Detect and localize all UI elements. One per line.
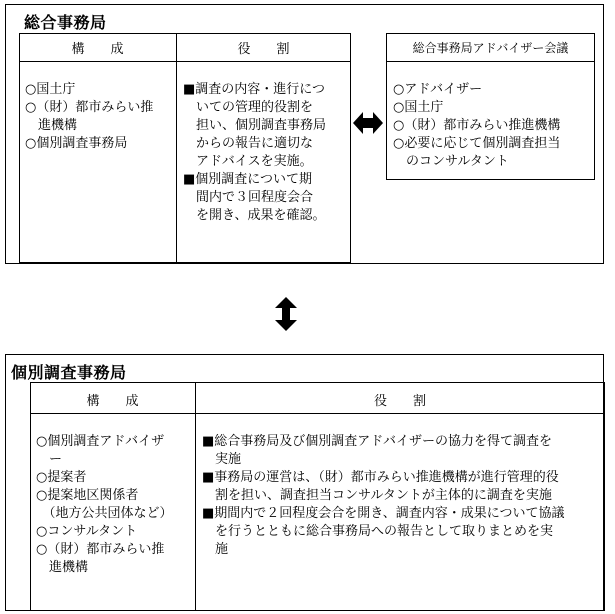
list-item: ■個別調査について期 — [183, 172, 313, 187]
list-item: ○（財）都市みらい推進機構 — [393, 118, 561, 133]
list-item: 実施 — [202, 452, 242, 467]
list-item: いての管理的役割を — [183, 100, 314, 115]
list-item: 施 — [202, 542, 229, 557]
top-role-header: 役 割 — [237, 42, 290, 57]
list-item: ○アドバイザー — [393, 82, 483, 97]
list-item: ■総合事務局及び個別調査アドバイザーの協力を得て調査を — [202, 434, 553, 449]
bottom-roles-list — [202, 433, 565, 559]
list-item: 進機構 — [36, 560, 89, 575]
list-item: ○（財）都市みらい推 — [36, 542, 165, 557]
list-item: ー — [36, 452, 63, 467]
list-item: 間内で３回程度会合 — [183, 190, 314, 205]
list-item: （地方公共団体など） — [36, 506, 173, 521]
list-item: のコンサルタント — [393, 154, 509, 169]
list-item: ○コンサルタント — [36, 524, 138, 539]
list-item: アドバイスを実施。 — [183, 154, 313, 169]
advisor-members-list — [393, 81, 560, 171]
top-members-list — [25, 81, 153, 153]
bottom-composition-header: 構 成 — [86, 394, 139, 409]
list-item: ■調査の内容・進行につ — [183, 82, 326, 97]
list-item: ○（財）都市みらい推 — [25, 100, 154, 115]
double-arrow-horizontal-icon — [353, 110, 383, 136]
list-item: を行うとともに総合事務局への報告として取りまとめを実 — [202, 524, 554, 539]
bottom-members-list — [36, 433, 173, 577]
double-arrow-vertical-icon — [275, 297, 297, 331]
bottom-office-title: 個別調査事務局 — [11, 363, 127, 382]
top-roles-list — [183, 81, 326, 225]
list-item: ○提案者 — [36, 470, 87, 485]
list-item: ■期間内で２回程度会合を開き、調査内容・成果について協議 — [202, 506, 565, 521]
list-item: 進機構 — [25, 118, 78, 133]
bottom-role-header: 役 割 — [373, 394, 426, 409]
list-item: ○必要に応じて個別調査担当 — [393, 136, 561, 151]
list-item: ○個別調査アドバイザ — [36, 434, 165, 449]
list-item: ○個別調査事務局 — [25, 136, 128, 151]
list-item: ○提案地区関係者 — [36, 488, 139, 503]
list-item: 担い、個別調査事務局 — [183, 118, 327, 133]
list-item: からの報告に適切な — [183, 136, 314, 151]
top-composition-header: 構 成 — [71, 42, 124, 57]
list-item: ■事務局の運営は、（財）都市みらい推進機構が進行管理的役 — [202, 470, 559, 485]
list-item: 割を担い、調査担当コンサルタントが主体的に調査を実施 — [202, 488, 552, 503]
advisor-meeting-header: 総合事務局アドバイザー会議 — [412, 41, 569, 55]
top-office-title: 総合事務局 — [24, 13, 107, 32]
list-item: ○国土庁 — [25, 82, 76, 97]
list-item: ○国土庁 — [393, 100, 444, 115]
list-item: を開き、成果を確認。 — [183, 208, 326, 223]
